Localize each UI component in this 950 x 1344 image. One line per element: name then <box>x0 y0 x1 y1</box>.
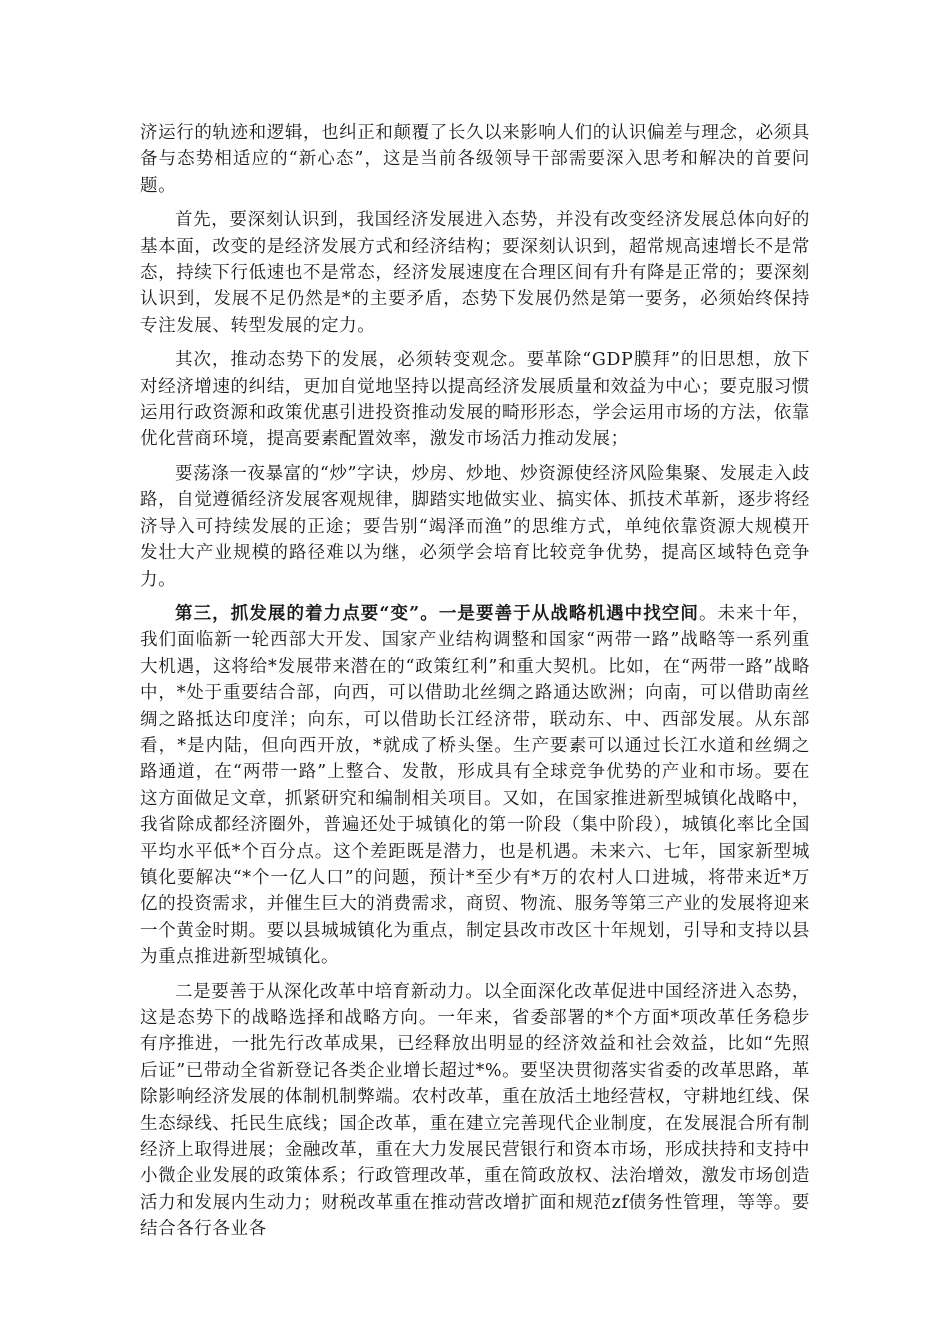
paragraph-continuation: 济运行的轨迹和逻辑，也纠正和颠覆了长久以来影响人们的认识偏差与理念，必须具备与态势相适应的“新心态”，这是当前各级领导干部需要深入思考和解决的首要问题。 <box>140 123 810 196</box>
paragraph-reform: 二是要善于从深化改革中培育新动力。以全面深化改革促进中国经济进入态势，这是态势下的战略选择和战略方向。一年来，省委部署的*个方面*项改革任务稳步有序推进，一批先行改革成果，已经释放出明显的经济效益和社会效益，比如“先照后证”已带动全省新登记各类企业增长超过*%。要坚决贯彻落实省委的改革思路，革除影响经济发展的体制机制弊端。农村改革，重在放活土地经营权，守耕地红线、保生态绿线、托民生底线；国企改革，重在建立完善现代企业制度，在发展混合所有制经济上取得进展；金融改革，重在大力发展民营银行和资本市场，形成扶持和支持中小微企业发展的政策体系；行政管理改革，重在简政放权、法治增效，激发市场创造活力和发展内生动力；财税改革重在推动营改增扩面和规范zf债务性管理，等等。要结合各行各业各 <box>140 981 810 1240</box>
section-three-body: 。未来十年，我们面临新一轮西部大开发、国家产业结构调整和国家“两带一路”战略等一系列重大机遇，这将给*发展带来潜在的“政策红利”和重大契机。比如，在“两带一路”战略中，*处于重要结合部，向西，可以借助北丝绸之路通达欧洲；向南，可以借助南丝绸之路抵达印度洋；向东，可以借助长江经济带，联动东、中、西部发展。从东部看，*是内陆，但向西开放，*就成了桥头堡。生产要素可以通过长江水道和丝绸之路通道，在“两带一路”上整合、发散，形成具有全球竞争优势的产业和市场。要在这方面做足文章，抓紧研究和编制相关项目。又如，在国家推进新型城镇化战略中，我省除成都经济圈外，普遍还处于城镇化的第一阶段（集中阶段），城镇化率比全国平均水平低*个百分点。这个差距既是潜力，也是机遇。未来六、七年，国家新型城镇化要解决“*个一亿人口”的问题，预计*至少有*万的农村人口进城，将带来近*万亿的投资需求，并催生巨大的消费需求，商贸、物流、服务等第三产业的发展将迎来一个黄金时期。要以县城城镇化为重点，制定县改市改区十年规划，引导和支持以县为重点推进新型城镇化。 <box>140 603 810 968</box>
paragraph-second: 其次，推动态势下的发展，必须转变观念。要革除“GDP膜拜”的旧思想，放下对经济增速的纠结，更加自觉地坚持以提高经济发展质量和效益为中心；要克服习惯运用行政资源和政策优惠引进投资推动发展的畸形形态，学会运用市场的方法，依靠优化营商环境，提高要素配置效率，激发市场活力推动发展； <box>140 350 810 450</box>
paragraph-first: 首先，要深刻认识到，我国经济发展进入态势，并没有改变经济发展总体向好的基本面，改变的是经济发展方式和经济结构；要深刻认识到，超常规高速增长不是常态，持续下行低速也不是常态，经济发展速度在合理区间有升有降是正常的；要深刻认识到，发展不足仍然是*的主要矛盾，态势下发展仍然是第一要务，必须始终保持专注发展、转型发展的定力。 <box>140 210 810 336</box>
paragraph-third: 要荡涤一夜暴富的“炒”字诀，炒房、炒地、炒资源使经济风险集聚、发展走入歧路，自觉遵循经济发展客观规律，脚踏实地做实业、搞实体、抓技术革新，逐步将经济导入可持续发展的正途；要告别“竭泽而渔”的思维方式，单纯依靠资源大规模开发壮大产业规模的路径难以为继，必须学会培育比较竞争优势，提高区域特色竞争力。 <box>140 463 810 590</box>
document-page <box>140 120 810 1251</box>
paragraph-section-three <box>140 601 810 971</box>
section-three-heading: 第三，抓发展的着力点要“变”。一是要善于从战略机遇中找空间 <box>175 603 699 624</box>
